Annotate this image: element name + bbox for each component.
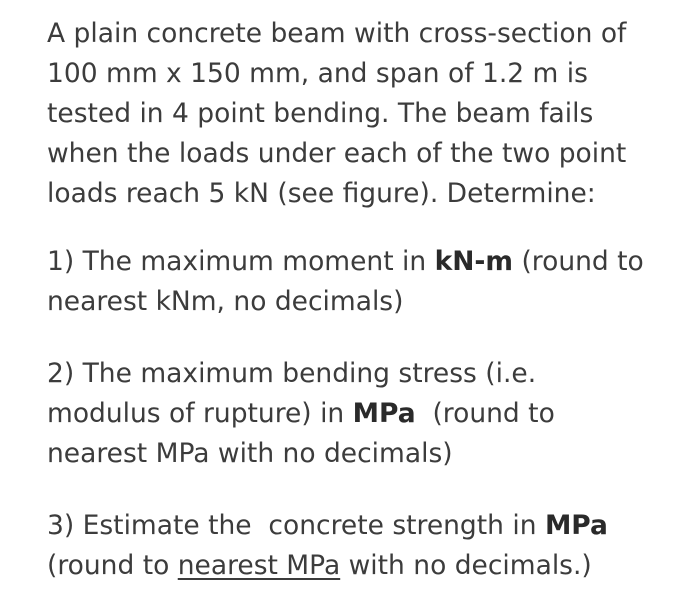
unit-emphasis: kN-m <box>434 246 514 277</box>
question-3-line: (round to nearest MPa with no decimals.) <box>47 550 592 581</box>
question-1-line: nearest kNm, no decimals) <box>47 286 404 317</box>
unit-emphasis: MPa <box>352 398 416 429</box>
intro-line: tested in 4 point bending. The beam fails <box>47 98 594 129</box>
intro-line: 100 mm x 150 mm, and span of 1.2 m is <box>47 58 588 89</box>
intro-line: A plain concrete beam with cross-section of <box>47 18 627 49</box>
unit-emphasis: MPa <box>544 510 608 541</box>
question-1 <box>47 242 697 322</box>
question-2-line: modulus of rupture) in MPa (round to <box>47 398 555 429</box>
problem-intro <box>47 14 697 214</box>
intro-line: loads reach 5 kN (see figure). Determine: <box>47 178 596 209</box>
question-3 <box>47 506 697 586</box>
problem-text <box>47 14 697 586</box>
underlined-text: nearest MPa <box>177 550 341 581</box>
question-2-line: 2) The maximum bending stress (i.e. <box>47 358 537 389</box>
question-1-line: 1) The maximum moment in kN-m (round to <box>47 246 644 277</box>
question-2 <box>47 354 697 474</box>
intro-line: when the loads under each of the two point <box>47 138 627 169</box>
question-2-line: nearest MPa with no decimals) <box>47 438 453 469</box>
question-3-line: 3) Estimate the concrete strength in MPa <box>47 510 608 541</box>
